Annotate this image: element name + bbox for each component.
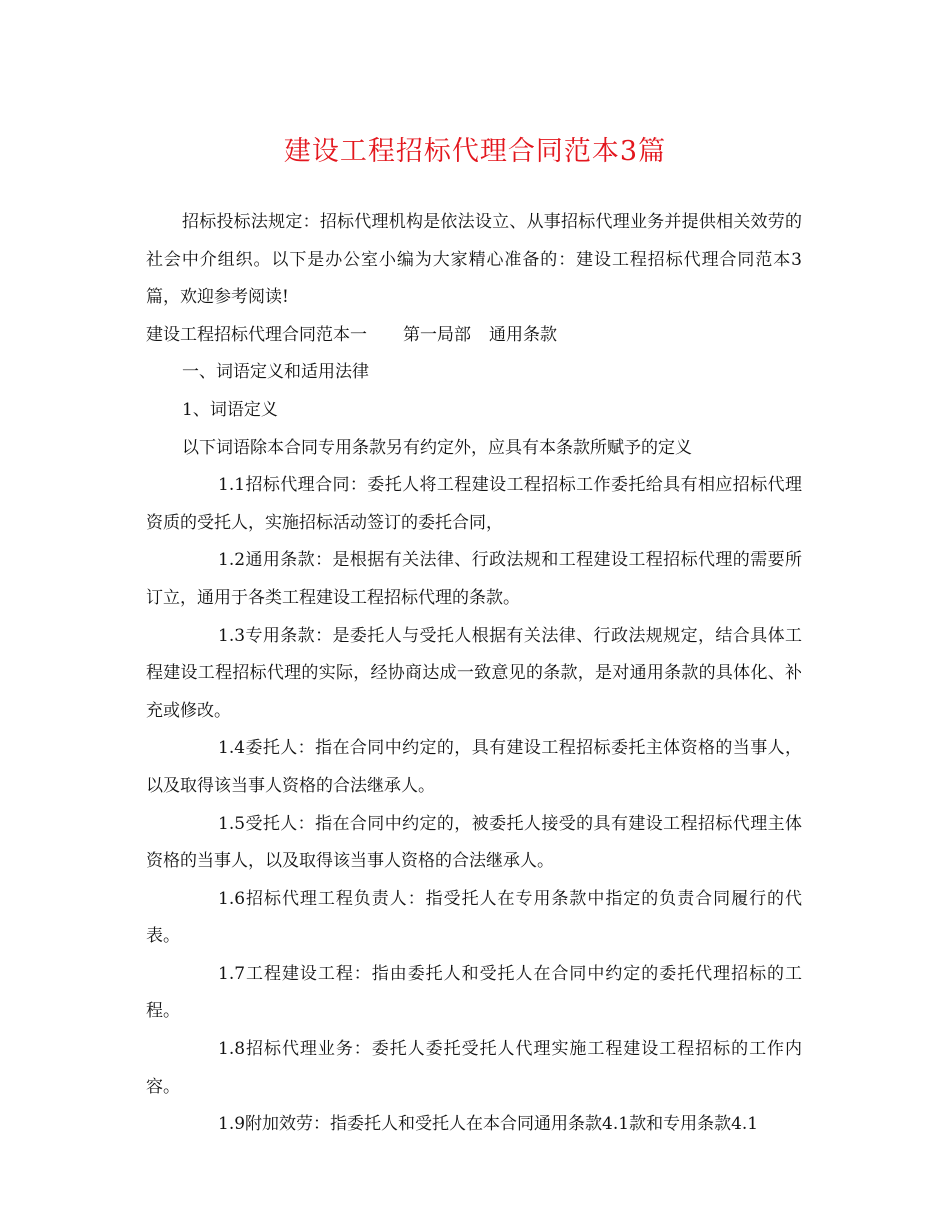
clause-text: 招标代理合同：委托人将工程建设工程招标工作委托给具有相应招标代理资质的受托人，实施招标活动签订的委托合同， <box>146 475 802 533</box>
document-body <box>146 204 802 1144</box>
part-label: 第一局部 <box>403 324 471 345</box>
clause-text: 受托人：指在合同中约定的，被委托人接受的具有建设工程招标代理主体资格的当事人，以及取得该当事人资格的合法继承人。 <box>146 813 802 872</box>
heading-1-1: 1、词语定义 <box>182 399 278 420</box>
clause-number: 1.1 <box>218 475 246 496</box>
clause <box>146 467 802 542</box>
clause-number: 1.5 <box>218 813 246 834</box>
clause-text: 通用条款：是根据有关法律、行政法规和工程建设工程招标代理的需要所订立，通用于各类工程建设工程招标代理的条款。 <box>146 550 802 608</box>
definitions-lead: 以下词语除本合同专用条款另有约定外，应具有本条款所赋予的定义 <box>182 437 692 458</box>
clause-text: 工程建设工程：指由委托人和受托人在合同中约定的委托代理招标的工程。 <box>146 963 802 1022</box>
clause <box>146 806 802 881</box>
clause-number: 1.9 <box>218 1114 246 1135</box>
clause-text: 委托人：指在合同中约定的，具有建设工程招标委托主体资格的当事人，以及取得该当事人资格的合法继承人。 <box>146 738 802 796</box>
part-name: 通用条款 <box>489 324 557 345</box>
clause <box>146 881 802 956</box>
clause <box>146 1031 802 1106</box>
document-title: 建设工程招标代理合同范本3篇 <box>283 136 667 167</box>
clause <box>146 1106 802 1144</box>
clause-number: 1.7 <box>218 963 246 984</box>
clause-number: 1.6 <box>218 888 246 909</box>
clause <box>146 542 802 617</box>
clause-text: 招标代理工程负责人：指受托人在专用条款中指定的负责合同履行的代表。 <box>146 888 802 947</box>
clause <box>146 730 802 805</box>
section-heading <box>146 317 802 355</box>
clause <box>146 956 802 1031</box>
clause-number: 1.4 <box>218 738 246 759</box>
intro-paragraph: 招标投标法规定：招标代理机构是依法设立、从事招标代理业务并提供相关效劳的社会中介组织。以下是办公室小编为大家精心准备的：建设工程招标代理合同范本3篇，欢迎参考阅读! <box>146 212 802 308</box>
heading-1: 一、词语定义和适用法律 <box>182 362 369 383</box>
clause-text: 专用条款：是委托人与受托人根据有关法律、行政法规规定，结合具体工程建设工程招标代理的实际，经协商达成一致意见的条款，是对通用条款的具体化、补充或修改。 <box>146 625 802 721</box>
clause <box>146 618 802 731</box>
clause-number: 1.2 <box>218 550 246 571</box>
clause-number: 1.8 <box>218 1039 246 1060</box>
contract-name: 建设工程招标代理合同范本一 <box>146 324 367 345</box>
clause-text: 附加效劳：指委托人和受托人在本合同通用条款4.1款和专用条款4.1 <box>245 1114 759 1135</box>
clause-number: 1.3 <box>218 625 246 646</box>
clause-text: 招标代理业务：委托人委托受托人代理实施工程建设工程招标的工作内容。 <box>146 1039 802 1097</box>
